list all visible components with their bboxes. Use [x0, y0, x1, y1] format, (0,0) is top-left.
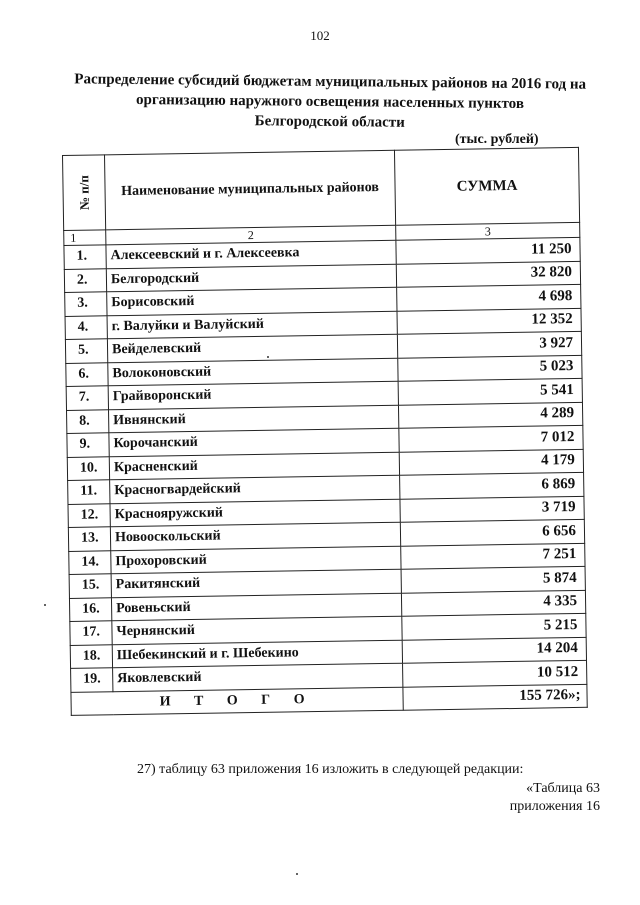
column-index: 1 — [64, 230, 106, 246]
title-line: Белгородской области — [254, 113, 405, 131]
row-number: 11. — [68, 480, 110, 504]
district-name: Грайворонский — [108, 381, 398, 409]
annex-line: приложения 16 — [509, 799, 600, 814]
district-name: Краснояружский — [110, 499, 400, 527]
subsidy-amount: 6 656 — [400, 519, 584, 545]
column-index: 3 — [396, 222, 580, 240]
subsidy-amount: 5 541 — [398, 378, 582, 404]
header-number: № п/п — [63, 155, 106, 231]
district-name: Прохоровский — [111, 546, 401, 574]
scan-speck — [296, 873, 298, 875]
row-number: 2. — [64, 268, 106, 292]
district-name: Ракитянский — [111, 569, 401, 597]
subsidy-amount: 6 869 — [400, 472, 584, 498]
annex-line: «Таблица 63 — [526, 781, 600, 796]
district-name: Корочанский — [109, 428, 399, 456]
subsidy-amount: 7 251 — [401, 543, 585, 569]
subsidy-amount: 14 204 — [402, 637, 586, 663]
subsidy-amount: 5 023 — [398, 355, 582, 381]
subsidy-amount: 4 335 — [401, 590, 585, 616]
row-number: 13. — [68, 527, 110, 551]
row-number: 5. — [65, 339, 107, 363]
row-number: 16. — [69, 597, 111, 621]
district-name: Новооскольский — [110, 522, 400, 550]
district-name: Ивнянский — [109, 405, 399, 433]
subsidy-amount: 4 698 — [397, 284, 581, 310]
row-number: 18. — [70, 644, 112, 668]
row-number: 14. — [69, 550, 111, 574]
subsidy-amount: 4 179 — [399, 449, 583, 475]
subsidy-amount: 11 250 — [396, 237, 580, 263]
row-number: 6. — [66, 362, 108, 386]
row-number: 4. — [65, 315, 107, 339]
district-name: Красненский — [109, 452, 399, 480]
subsidy-table — [62, 147, 588, 716]
units-note: (тыс. рублей) — [455, 132, 539, 147]
district-name: Волоконовский — [108, 358, 398, 386]
total-label: И Т О Г О — [71, 687, 403, 715]
scan-speck — [267, 356, 269, 358]
column-index: 2 — [106, 225, 396, 245]
district-name: Борисовский — [107, 287, 397, 315]
district-name: Шебекинский и г. Шебекино — [112, 640, 402, 668]
district-name: Алексеевский и г. Алексеевка — [106, 240, 396, 268]
header-sum: СУММА — [394, 147, 579, 225]
subsidy-amount: 10 512 — [403, 660, 587, 686]
subsidy-amount: 3 719 — [400, 496, 584, 522]
subsidy-amount: 12 352 — [397, 308, 581, 334]
subsidy-amount: 5 215 — [402, 613, 586, 639]
subsidy-amount: 3 927 — [397, 331, 581, 357]
table-header-row — [63, 147, 580, 230]
row-number: 12. — [68, 503, 110, 527]
row-number: 10. — [67, 456, 109, 480]
row-number: 19. — [71, 668, 113, 692]
district-name: Чернянский — [112, 616, 402, 644]
row-number: 15. — [69, 574, 111, 598]
subsidy-amount: 7 012 — [399, 425, 583, 451]
annex-reference — [470, 780, 600, 816]
row-number: 1. — [64, 245, 106, 269]
district-name: Белгородский — [106, 264, 396, 292]
district-name: Вейделевский — [107, 334, 397, 362]
row-number: 17. — [70, 621, 112, 645]
row-number: 8. — [67, 409, 109, 433]
district-name: Ровеньский — [111, 593, 401, 621]
scan-speck — [44, 604, 46, 606]
subsidy-amount: 32 820 — [396, 261, 580, 287]
subsidy-amount: 4 289 — [398, 402, 582, 428]
amendment-instruction: 27) таблицу 63 приложения 16 изложить в следующей редакции: — [137, 762, 524, 777]
title-line: Распределение субсидий бюджетам муниципальных районов на 2016 год на — [74, 71, 587, 93]
total-sum: 155 726»; — [403, 684, 587, 710]
district-name: г. Валуйки и Валуйский — [107, 311, 397, 339]
district-name: Красногвардейский — [110, 475, 400, 503]
row-number: 3. — [65, 292, 107, 316]
row-number: 7. — [66, 386, 108, 410]
subsidy-table-wrapper — [62, 147, 587, 716]
title-line: организацию наружного освещения населенных пунктов — [135, 91, 525, 113]
row-number: 9. — [67, 433, 109, 457]
header-district-name: Наименование муниципальных районов — [105, 150, 396, 230]
document-title — [50, 69, 611, 135]
subsidy-amount: 5 874 — [401, 566, 585, 592]
district-name: Яковлевский — [113, 663, 403, 691]
page-number: 102 — [310, 28, 330, 43]
